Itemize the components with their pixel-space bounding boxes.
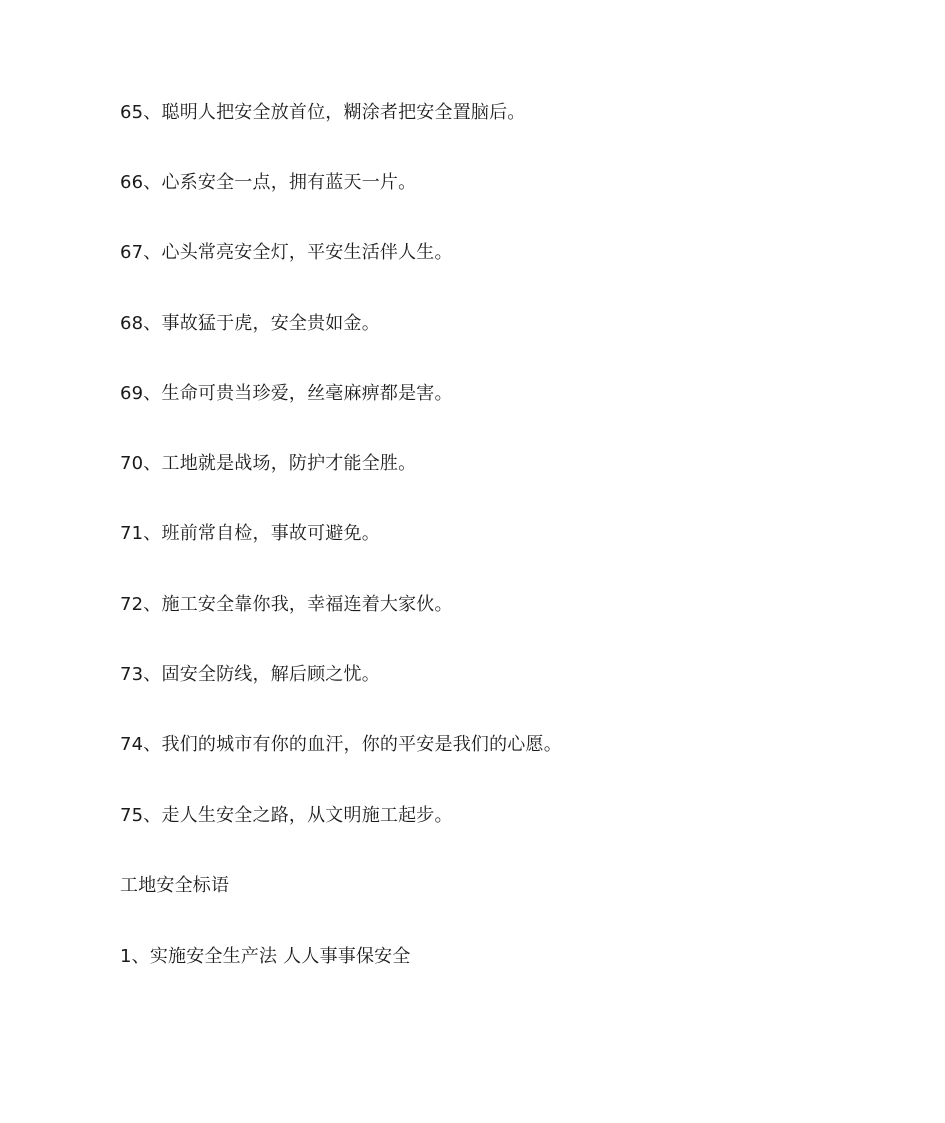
slogan-line-73: 73、固安全防线，解后顾之忧。 [120, 664, 380, 685]
slogan-line-67: 67、心头常亮安全灯，平安生活伴人生。 [120, 242, 453, 263]
slogan-line-65: 65、聪明人把安全放首位，糊涂者把安全置脑后。 [120, 102, 526, 123]
slogan-line-70: 70、工地就是战场，防护才能全胜。 [120, 453, 417, 474]
slogan-line-75: 75、走人生安全之路，从文明施工起步。 [120, 805, 453, 826]
slogan-line-74: 74、我们的城市有你的血汗，你的平安是我们的心愿。 [120, 734, 562, 755]
slogan-line-1: 1、实施安全生产法 人人事事保安全 [120, 946, 411, 967]
slogan-line-66: 66、心系安全一点，拥有蓝天一片。 [120, 172, 417, 193]
slogan-line-72: 72、施工安全靠你我，幸福连着大家伙。 [120, 594, 453, 615]
slogan-line-68: 68、事故猛于虎，安全贵如金。 [120, 313, 380, 334]
section-heading: 工地安全标语 [120, 875, 230, 896]
slogan-line-71: 71、班前常自检，事故可避免。 [120, 523, 380, 544]
slogan-line-69: 69、生命可贵当珍爱，丝毫麻痹都是害。 [120, 383, 453, 404]
